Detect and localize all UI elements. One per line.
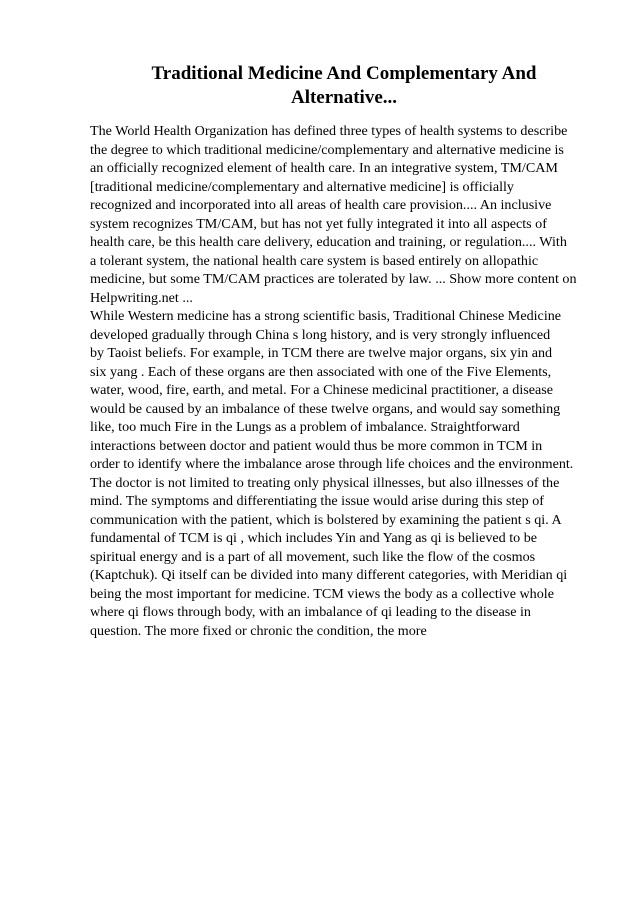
body-line: mind. The symptoms and differentiating the issue would arise during this step of (90, 493, 544, 509)
body-line: (Kaptchuk). Qi itself can be divided into many different categories, with Meridian qi (90, 567, 568, 583)
body-line: [traditional medicine/complementary and alternative medicine] is officially (90, 178, 514, 195)
document-title (90, 62, 598, 110)
body-line: health care, be this health care delivery, education and training, or regulation.... With (90, 234, 567, 250)
body-line: recognized and incorporated into all areas of health care provision.... An inclusive (90, 197, 552, 213)
body-line: water, wood, fire, earth, and metal. For a Chinese medicinal practitioner, a disease (90, 382, 554, 398)
body-line: like, too much Fire in the Lungs as a problem of imbalance. Straightforward (90, 419, 520, 435)
document-body (90, 122, 600, 640)
body-line: system recognizes TM/CAM, but has not yet fully integrated it into all aspects of (90, 215, 547, 232)
body-line: the degree to which traditional medicine/complementary and alternative medicine is (90, 141, 564, 158)
body-line: question. The more fixed or chronic the condition, the more (90, 622, 427, 639)
body-line: would be caused by an imbalance of these twelve organs, and would say something (90, 400, 561, 417)
body-line: While Western medicine has a strong scientific basis, Traditional Chinese Medicine (90, 308, 562, 324)
body-line: an officially recognized element of health care. In an integrative system, TM/CAM (90, 160, 558, 176)
body-line: Helpwriting.net ... (90, 289, 193, 306)
body-line: six yang . Each of these organs are then associated with one of the Five Elements, (90, 363, 552, 380)
body-line: interactions between doctor and patient would thus be more common in TCM in (90, 437, 543, 454)
body-line: where qi flows through body, with an imbalance of qi leading to the disease in (90, 604, 531, 620)
body-line: by Taoist beliefs. For example, in TCM there are twelve major organs, six yin and (90, 345, 553, 361)
body-line: medicine, but some TM/CAM practices are tolerated by law. ... Show more content on (90, 271, 577, 287)
body-line: order to identify where the imbalance arose through life choices and the environment. (90, 456, 574, 472)
body-line: developed gradually through China s long history, and is very strongly influenced (90, 326, 551, 343)
body-line: a tolerant system, the national health care system is based entirely on allopathic (90, 252, 539, 269)
body-line: being the most important for medicine. TCM views the body as a collective whole (90, 585, 554, 602)
body-line: The World Health Organization has defined three types of health systems to describe (90, 123, 568, 139)
body-line: The doctor is not limited to treating only physical illnesses, but also illnesses of the (90, 474, 560, 491)
title-line: Traditional Medicine And Complementary And (151, 63, 537, 84)
body-line: communication with the patient, which is bolstered by examining the patient s qi. A (90, 511, 562, 528)
title-line: Alternative... (290, 87, 398, 108)
body-line: fundamental of TCM is qi , which includes Yin and Yang as qi is believed to be (90, 530, 538, 546)
body-line: spiritual energy and is a part of all movement, such like the flow of the cosmos (90, 548, 536, 565)
